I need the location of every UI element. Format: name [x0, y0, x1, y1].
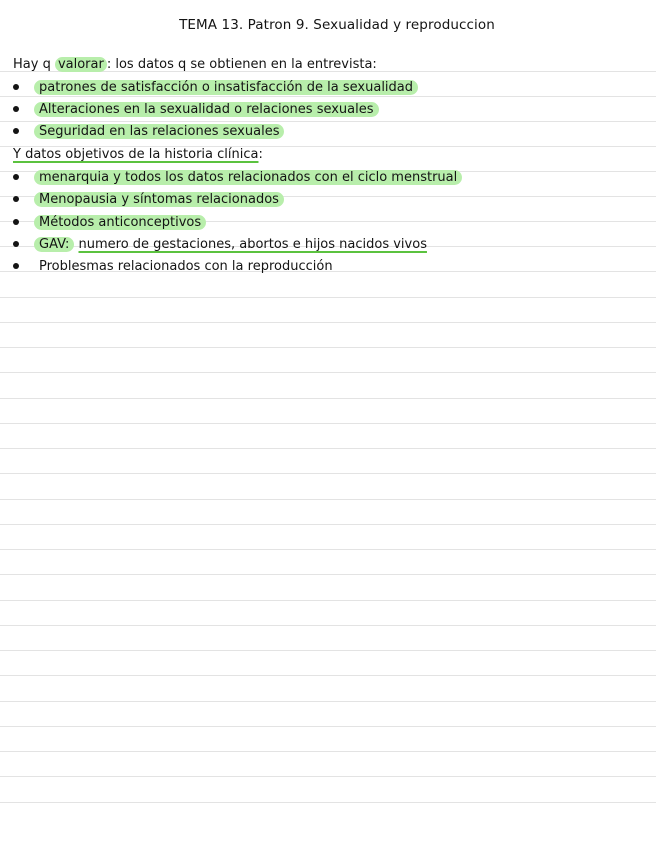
gav-label: GAV:: [34, 237, 74, 252]
list-item-text: Seguridad en las relaciones sexuales: [34, 124, 284, 139]
bullet-icon: [13, 128, 19, 134]
ruled-line: [0, 726, 656, 727]
list-item: [13, 237, 427, 253]
ruled-line: [0, 776, 656, 777]
ruled-line: [0, 524, 656, 525]
ruled-line: [0, 625, 656, 626]
bullet-icon: [13, 219, 19, 225]
list-item-text: Menopausia y síntomas relacionados: [34, 192, 284, 207]
ruled-line: [0, 574, 656, 575]
list-item-text: Métodos anticonceptivos: [34, 215, 206, 230]
intro-line: [13, 57, 377, 73]
bullet-icon: [13, 106, 19, 112]
intro-suffix: : los datos q se obtienen en la entrevista:: [106, 57, 377, 72]
list-item: [13, 102, 379, 118]
ruled-line: [0, 121, 656, 122]
list-item-text: Problesmas relacionados con la reproducción: [39, 259, 333, 274]
list-item: [13, 259, 333, 275]
bullet-icon: [13, 241, 19, 247]
ruled-line: [0, 96, 656, 97]
ruled-line: [0, 549, 656, 550]
objective-heading: [13, 147, 263, 163]
ruled-line: [0, 372, 656, 373]
bullet-icon: [13, 263, 19, 269]
bullet-icon: [13, 174, 19, 180]
list-item: [13, 124, 284, 140]
ruled-line: [0, 650, 656, 651]
list-item: [13, 192, 284, 208]
ruled-line: [0, 448, 656, 449]
objective-heading-colon: :: [258, 147, 263, 162]
ruled-line: [0, 347, 656, 348]
ruled-line: [0, 675, 656, 676]
list-item: [13, 80, 418, 96]
ruled-line: [0, 322, 656, 323]
intro-prefix: Hay q: [13, 57, 55, 72]
list-item-text: Alteraciones en la sexualidad o relaciones sexuales: [34, 102, 379, 117]
ruled-line: [0, 297, 656, 298]
list-item-text: patrones de satisfacción o insatisfacción de la sexualidad: [34, 80, 418, 95]
gav-detail: numero de gestaciones, abortos e hijos nacidos vivos: [78, 237, 427, 252]
list-item: [13, 170, 462, 186]
ruled-line: [0, 600, 656, 601]
ruled-line: [0, 751, 656, 752]
ruled-line: [0, 802, 656, 803]
ruled-line: [0, 423, 656, 424]
ruled-line: [0, 701, 656, 702]
list-item-text: menarquia y todos los datos relacionados con el ciclo menstrual: [34, 170, 462, 185]
list-item: [13, 215, 206, 231]
bullet-icon: [13, 196, 19, 202]
objective-heading-text: Y datos objetivos de la historia clínica: [13, 147, 259, 162]
ruled-line: [0, 398, 656, 399]
intro-highlight: valorar: [55, 57, 107, 72]
bullet-icon: [13, 84, 19, 90]
page-title: TEMA 13. Patron 9. Sexualidad y reproduccion: [179, 17, 495, 33]
ruled-line: [0, 473, 656, 474]
ruled-line: [0, 499, 656, 500]
